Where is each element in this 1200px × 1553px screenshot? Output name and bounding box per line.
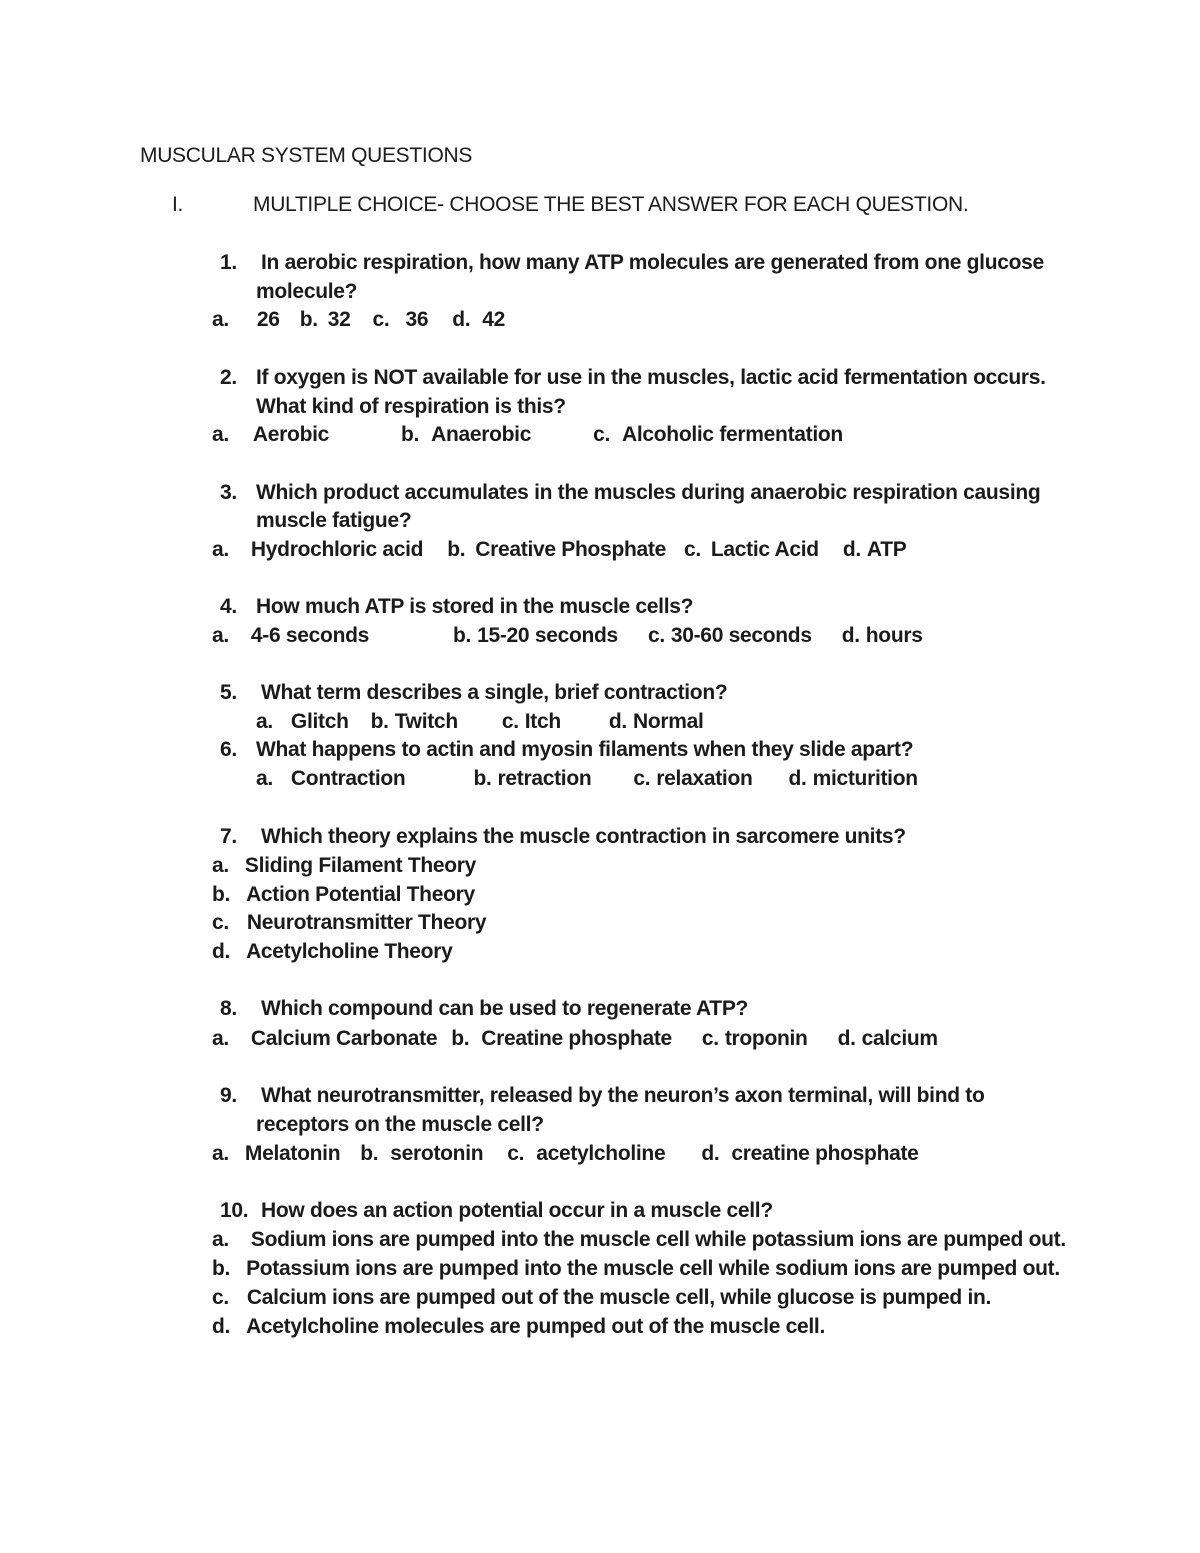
choice-text: Creative Phosphate [475,538,666,561]
choice-text: serotonin [390,1142,484,1165]
question-10-text-line-1: How does an action potential occur in a muscle cell? [261,1199,773,1222]
choice-letter: a. [256,767,273,790]
question-1-text-line-1: In aerobic respiration, how many ATP molecules are generated from one glucose [261,251,1044,274]
choice-letter: d. [841,624,860,647]
choice-text: 36 [405,308,429,331]
choice-letter: b. [212,883,231,906]
choice-letter: b. [401,423,420,446]
question-1-number: 1. [220,251,237,274]
choice-letter: c. [501,710,519,733]
choice-letter: b. [370,710,389,733]
question-2-choices [212,422,843,448]
choice-letter: a. [212,1142,229,1165]
choice-text: Calcium Carbonate [250,1027,438,1050]
question-5-text-line-1: What term describes a single, brief contraction? [261,681,728,704]
question-3-choices [212,537,906,563]
choice-letter: c. [647,624,665,647]
choice-text: Glitch [290,710,349,733]
choice-letter: a. [212,1228,229,1251]
question-6-text-line-1: What happens to actin and myosin filaments when they slide apart? [256,738,914,761]
choice-text: hours [865,624,923,647]
choice-text: creatine phosphate [731,1142,919,1165]
choice-text: Itch [524,710,561,733]
choice-text: Melatonin [244,1142,341,1165]
choice-text: Calcium ions are pumped out of the muscle cell, while glucose is pumped in. [246,1286,992,1309]
question-4-number: 4. [220,595,237,618]
section-heading: MULTIPLE CHOICE- CHOOSE THE BEST ANSWER FOR EACH QUESTION. [253,193,969,216]
choice-letter: d. [608,710,627,733]
question-8-number: 8. [220,997,237,1020]
choice-letter: b. [212,1257,231,1280]
choice-text: Neurotransmitter Theory [246,911,487,934]
choice-letter: a. [212,423,229,446]
choice-text: 42 [482,308,506,331]
choice-text: troponin [724,1027,808,1050]
question-2-text-line-2: What kind of respiration is this? [256,395,566,418]
choice-letter: c. [701,1027,719,1050]
choice-text: 26 [256,308,280,331]
choice-text: retraction [497,767,592,790]
choice-letter: d. [701,1142,720,1165]
question-10-choice-d [212,1314,825,1340]
question-10-choice-b [212,1256,1060,1282]
question-7-number: 7. [220,825,237,848]
choice-letter: c. [372,308,390,331]
choice-text: Acetylcholine molecules are pumped out of the muscle cell. [246,1315,825,1338]
choice-text: 15-20 seconds [477,624,618,647]
choice-text: 32 [327,308,351,331]
question-7-choice-b [212,882,475,908]
choice-text: ATP [866,538,907,561]
choice-text: Anaerobic [431,423,532,446]
choice-letter: d. [452,308,471,331]
choice-letter: b. [360,1142,379,1165]
choice-text: Alcoholic fermentation [622,423,843,446]
choice-text: Contraction [290,767,406,790]
question-10-choice-a [212,1227,1066,1253]
question-5-choices [256,709,704,735]
choice-letter: a. [256,710,273,733]
question-3-number: 3. [220,481,237,504]
question-8-choices [212,1026,938,1052]
choice-text: Aerobic [252,423,330,446]
question-8-text-line-1: Which compound can be used to regenerate ATP? [261,997,749,1020]
choice-text: Sodium ions are pumped into the muscle cell while potassium ions are pumped out. [250,1228,1066,1251]
choice-letter: b. [473,767,492,790]
question-10-choice-c [212,1285,991,1311]
question-1-text-line-2: molecule? [256,280,358,303]
question-6-choices [256,766,918,792]
choice-letter: c. [212,911,229,934]
choice-text: acetylcholine [536,1142,666,1165]
question-10-number: 10. [220,1199,249,1222]
choice-text: 30-60 seconds [670,624,812,647]
choice-text: Twitch [394,710,458,733]
choice-letter: d. [842,538,861,561]
question-7-choice-d [212,939,452,965]
choice-letter: b. [447,538,466,561]
question-1-choices [212,307,505,333]
choice-letter: a. [212,624,229,647]
question-7-choice-a [212,853,476,879]
choice-letter: d. [212,940,231,963]
question-7-choice-c [212,910,486,936]
question-2-text-line-1: If oxygen is NOT available for use in the muscles, lactic acid fermentation occurs. [256,366,1046,389]
choice-text: micturition [812,767,918,790]
question-7-text-line-1: Which theory explains the muscle contraction in sarcomere units? [261,825,906,848]
choice-text: Hydrochloric acid [250,538,424,561]
question-9-choices [212,1141,919,1167]
page-title: MUSCULAR SYSTEM QUESTIONS [140,144,473,167]
question-4-text-line-1: How much ATP is stored in the muscle cells? [256,595,694,618]
choice-letter: b. [453,624,472,647]
choice-letter: d. [788,767,807,790]
choice-letter: c. [593,423,610,446]
choice-text: Creatine phosphate [481,1027,672,1050]
section-numeral: I. [172,193,184,216]
choice-text: Action Potential Theory [246,883,475,906]
choice-letter: b. [299,308,318,331]
choice-text: relaxation [656,767,753,790]
question-2-number: 2. [220,366,237,389]
choice-text: 4-6 seconds [250,624,370,647]
choice-letter: a. [212,308,229,331]
choice-text: Acetylcholine Theory [246,940,453,963]
choice-letter: c. [507,1142,525,1165]
choice-letter: c. [683,538,701,561]
question-4-choices [212,623,923,649]
choice-letter: a. [212,854,229,877]
choice-letter: a. [212,538,229,561]
question-3-text-line-1: Which product accumulates in the muscles during anaerobic respiration causing [256,481,1041,504]
choice-text: Sliding Filament Theory [244,854,477,877]
choice-letter: d. [837,1027,856,1050]
question-9-text-line-2: receptors on the muscle cell? [256,1113,544,1136]
choice-letter: c. [212,1286,229,1309]
choice-text: calcium [861,1027,938,1050]
question-6-number: 6. [220,738,237,761]
choice-letter: b. [451,1027,470,1050]
question-9-text-line-1: What neurotransmitter, released by the neuron’s axon terminal, will bind to [261,1084,985,1107]
choice-letter: d. [212,1315,231,1338]
choice-text: Normal [632,710,704,733]
choice-text: Potassium ions are pumped into the muscle cell while sodium ions are pumped out. [246,1257,1060,1280]
question-5-number: 5. [220,681,237,704]
question-9-number: 9. [220,1084,237,1107]
question-3-text-line-2: muscle fatigue? [256,509,412,532]
choice-letter: a. [212,1027,229,1050]
choice-text: Lactic Acid [710,538,819,561]
choice-letter: c. [633,767,651,790]
